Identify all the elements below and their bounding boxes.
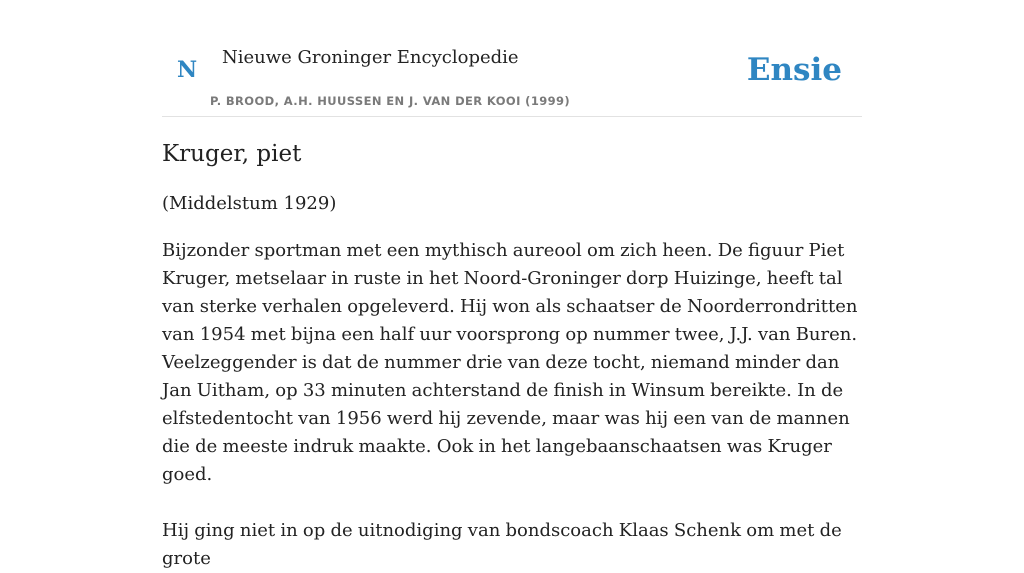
article-paragraph: Hij ging niet in op de uitnodiging van bondscoach Klaas Schenk om met de grote — [162, 520, 842, 569]
article — [162, 137, 862, 573]
site-header — [162, 0, 862, 117]
book-authors: P. BROOD, A.H. HUUSSEN EN J. VAN DER KOOI (1999) — [210, 94, 571, 108]
article-paragraph: Bijzonder sportman met een mythisch aureool om zich heen. De figuur Piet Kruger, metselaar in ruste in het Noord-Groninger dorp Huizinge, heeft tal van sterke verhalen opgeleverd. Hij won als schaatser de Noorderrondritten van 1954 met bijna een half uur voorsprong op nummer twee, J.J. van Buren. Veelzeggender is dat de nummer drie van deze tocht, niemand minder dan Jan Uitham, op 33 minuten achterstand de finish in Winsum bereikte. In de elfstedentocht van 1956 werd hij zevende, maar was hij een van de mannen die de meeste indruk maakte. Ook in het langebaanschaatsen was Kruger goed. — [162, 240, 858, 485]
book-logo-icon[interactable]: N — [177, 57, 198, 83]
book-title-link[interactable]: Nieuwe Groninger Encyclopedie — [222, 47, 519, 68]
ensie-logo-link[interactable]: Ensie — [746, 52, 842, 88]
article-subtitle: (Middelstum 1929) — [162, 193, 337, 214]
article-title: Kruger, piet — [162, 141, 302, 167]
